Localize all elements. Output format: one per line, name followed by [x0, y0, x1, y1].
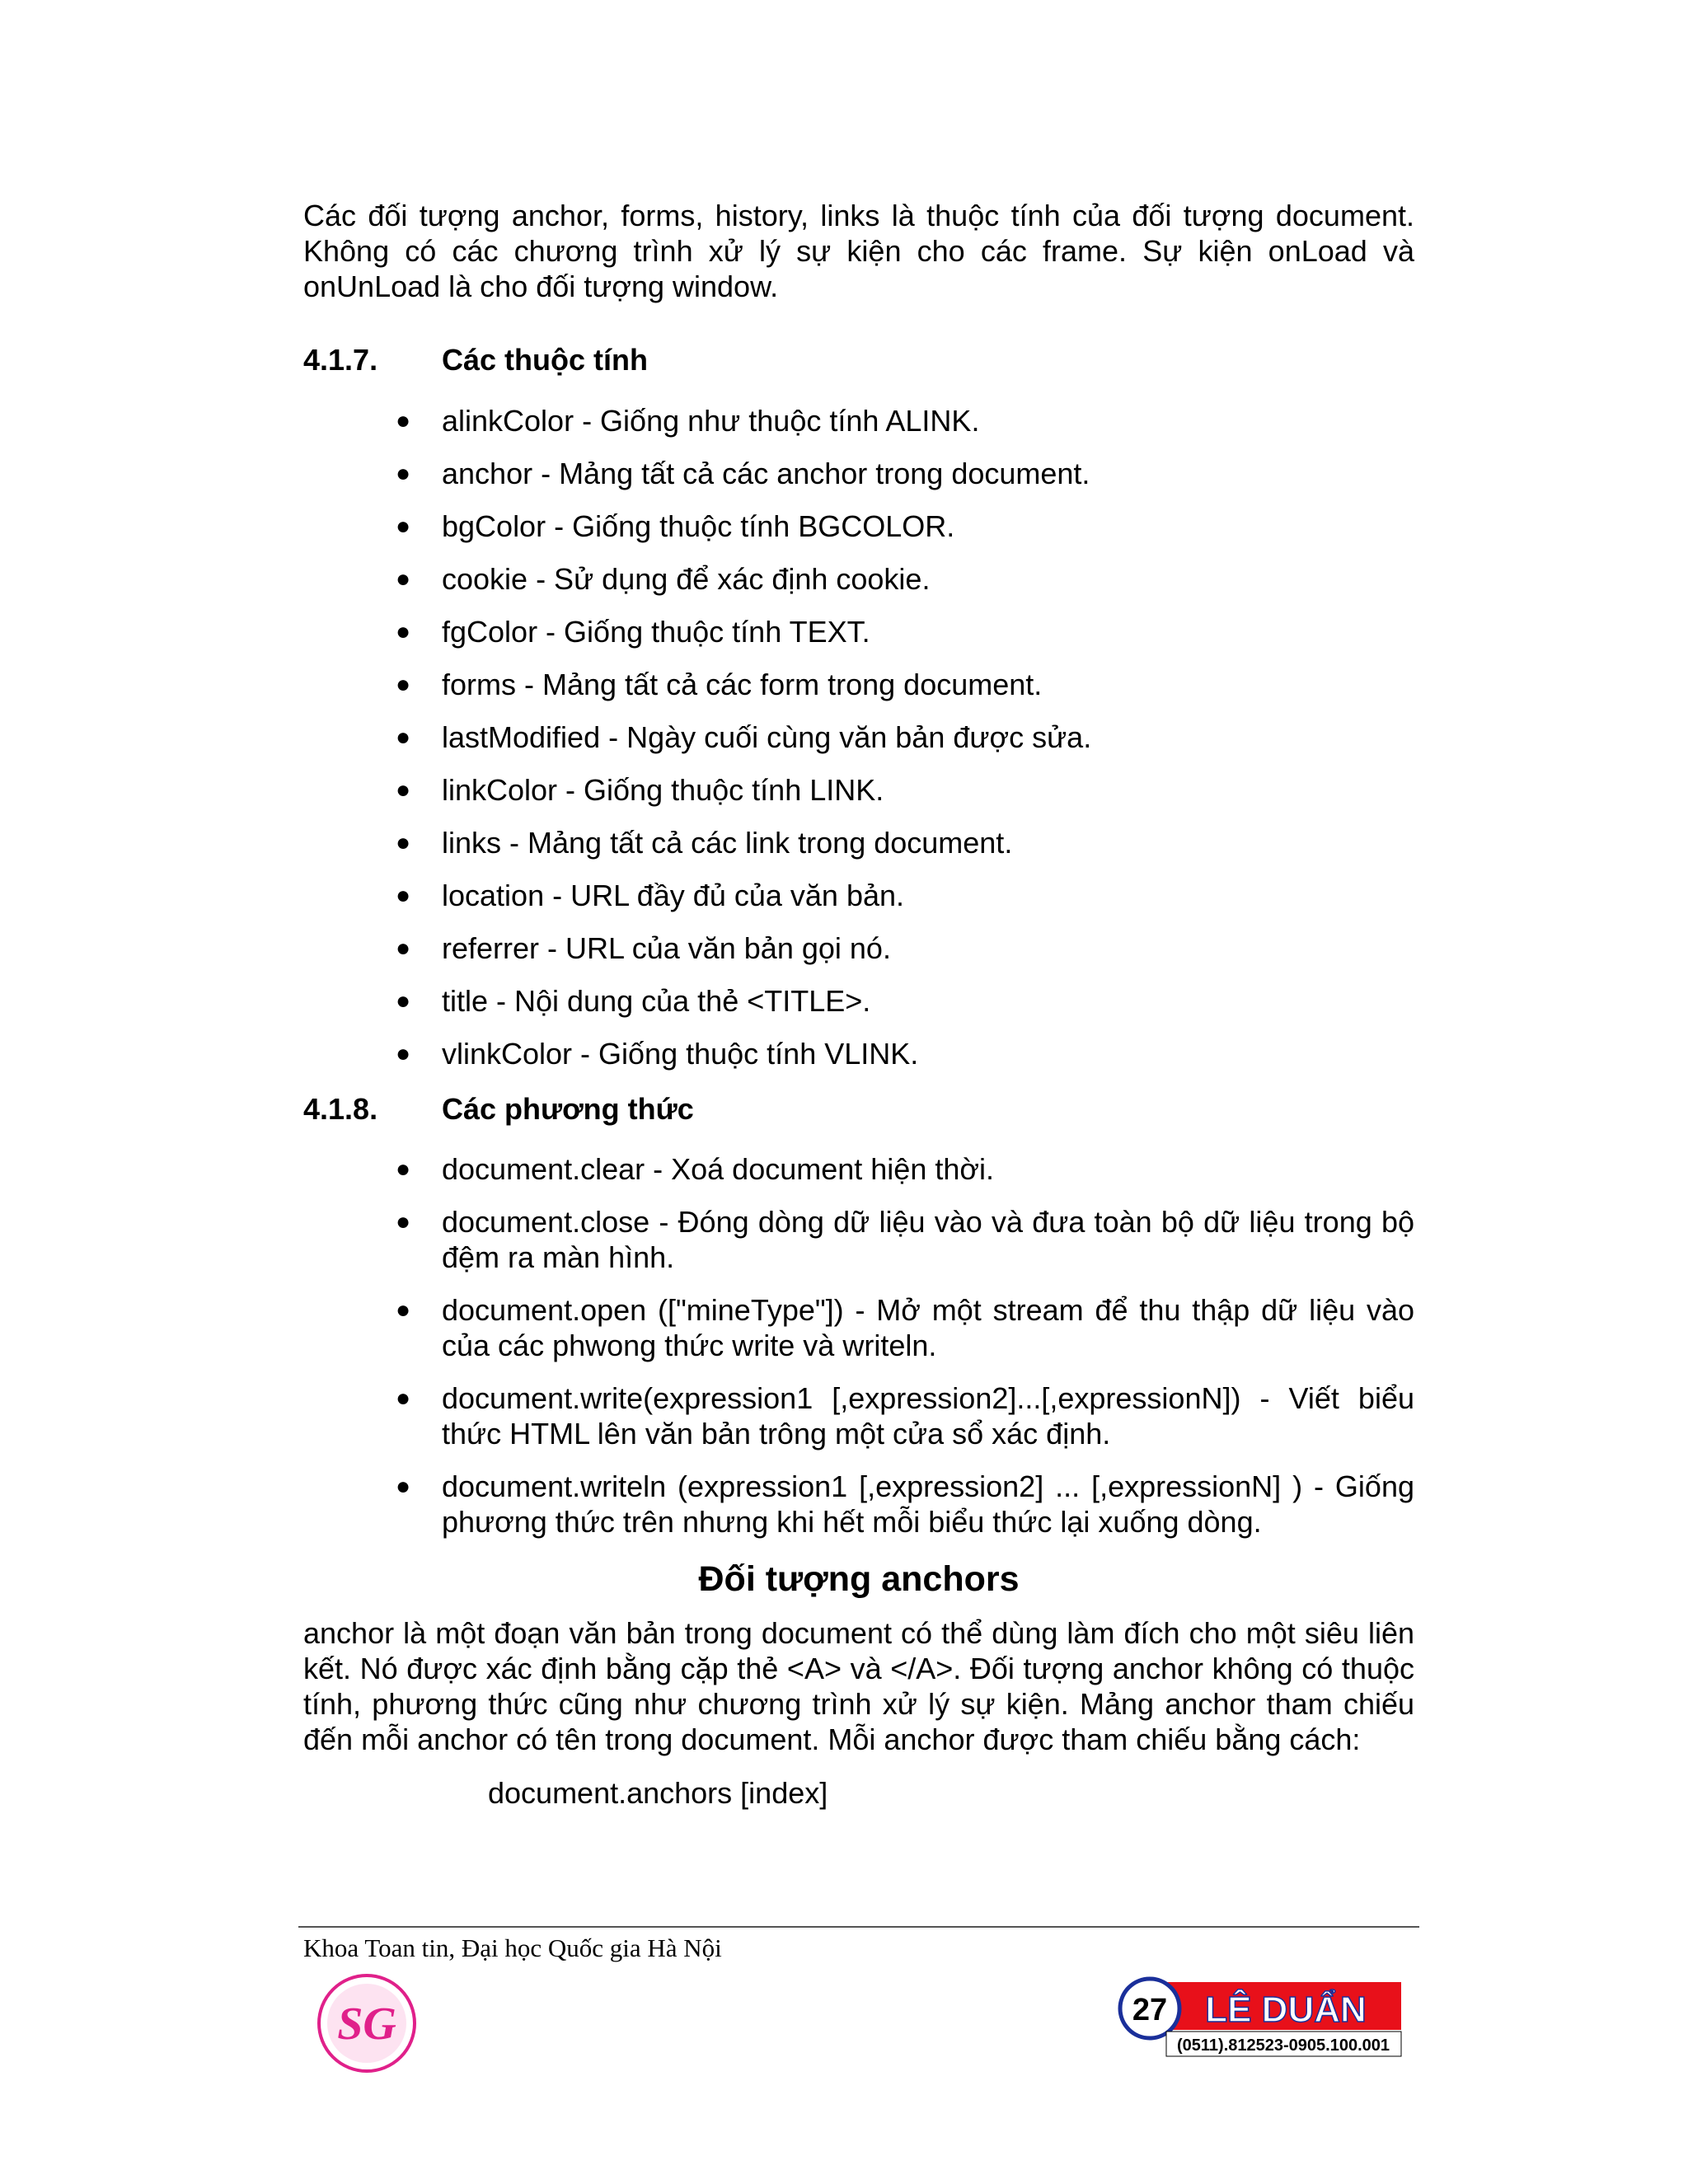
- sg-logo: [313, 1970, 420, 2077]
- bullet-icon: ●: [396, 565, 411, 593]
- bullet-icon: ●: [396, 776, 411, 804]
- list-item: ● document.write(expression1 [,expression2]...[,expressionN]) - Viết biểu thức HTML lên văn bản trông một cửa sổ xác định.: [396, 1381, 1414, 1451]
- list-item: ● document.clear - Xoá document hiện thời.: [396, 1152, 994, 1186]
- section-number: 4.1.7.: [303, 343, 378, 377]
- logo-phone: (0511).812523-0905.100.001: [1176, 2036, 1390, 2055]
- list-item: ● cookie - Sử dụng để xác định cookie.: [396, 562, 931, 596]
- sg-logo-text: SG: [337, 1999, 396, 2050]
- methods-list: [303, 1151, 1414, 1540]
- anchors-title: Đối tượng anchors: [698, 1559, 1020, 1599]
- bullet-icon: ●: [396, 935, 411, 962]
- list-item: ● linkColor - Giống thuộc tính LINK.: [396, 773, 884, 807]
- list-item: ● anchor - Mảng tất cả các anchor trong document.: [396, 457, 1090, 490]
- list-item: ● bgColor - Giống thuộc tính BGCOLOR.: [396, 509, 955, 543]
- bullet-icon: ●: [396, 618, 411, 645]
- list-item: ● referrer - URL của văn bản gọi nó.: [396, 931, 891, 965]
- footer-divider: [298, 1926, 1419, 1928]
- bullet-icon: ●: [396, 1473, 411, 1500]
- intro-paragraph: Các đối tượng anchor, forms, history, links là thuộc tính của đối tượng document. Không có các chương trình xử lý sự kiện cho các frame. Sự kiện onLoad và onUnLoad là cho đối tượng window.: [303, 199, 1414, 303]
- list-item: ● title - Nội dung của thẻ <TITLE>.: [396, 984, 871, 1018]
- section-number: 4.1.8.: [303, 1092, 378, 1126]
- footer-text: Khoa Toan tin, Đại học Quốc gia Hà Nội: [303, 1933, 722, 1962]
- list-item: ● document.open (["mineType"]) - Mở một stream để thu thập dữ liệu vào của các phwong thức write và writeln.: [396, 1293, 1414, 1362]
- bullet-icon: ●: [396, 460, 411, 487]
- bullet-icon: ●: [396, 407, 411, 434]
- bullet-icon: ●: [396, 513, 411, 540]
- bullet-icon: ●: [396, 882, 411, 909]
- bullet-icon: ●: [396, 1208, 411, 1235]
- bullet-icon: ●: [396, 1385, 411, 1412]
- list-item: ● lastModified - Ngày cuối cùng văn bản được sửa.: [396, 720, 1092, 754]
- bullet-icon: ●: [396, 671, 411, 698]
- bullet-icon: ●: [396, 1296, 411, 1324]
- bullet-icon: ●: [396, 987, 411, 1015]
- properties-list: [303, 403, 1414, 1071]
- list-item: ● fgColor - Giống thuộc tính TEXT.: [396, 615, 870, 649]
- section-title: Các phương thức: [442, 1092, 694, 1126]
- list-item: ● alinkColor - Giống như thuộc tính ALINK.: [396, 404, 980, 438]
- bullet-icon: ●: [396, 829, 411, 856]
- list-item: ● vlinkColor - Giống thuộc tính VLINK.: [396, 1037, 919, 1071]
- section-title: Các thuộc tính: [442, 343, 648, 377]
- list-item: ● document.writeln (expression1 [,expression2] ... [,expressionN] ) - Giống phương thức trên nhưng khi hết mỗi biểu thức lại xuống dòng.: [396, 1469, 1414, 1539]
- properties-heading: [303, 342, 1414, 377]
- list-item: ● forms - Mảng tất cả các form trong document.: [396, 668, 1043, 701]
- methods-heading: [303, 1091, 1414, 1127]
- list-item: ● location - URL đầy đủ của văn bản.: [396, 879, 905, 912]
- bullet-icon: ●: [396, 1040, 411, 1067]
- anchors-paragraph: anchor là một đoạn văn bản trong document có thể dùng làm đích cho một siêu liên kết. Nó được xác định bằng cặp thẻ <A> và </A>. Đối tượng anchor không có thuộc tính, phương thức cũng như chương trình xử lý sự kiện. Mảng anchor tham chiếu đến mỗi anchor có tên trong document. Mỗi anchor được tham chiếu bằng cách:: [303, 1616, 1414, 1756]
- list-item: ● links - Mảng tất cả các link trong document.: [396, 826, 1013, 860]
- document-page: [303, 198, 1414, 1811]
- logo-name: LÊ DUẨN: [1205, 1990, 1367, 2030]
- code-example: document.anchors [index]: [488, 1776, 828, 1810]
- bullet-icon: ●: [396, 1155, 411, 1183]
- bullet-icon: ●: [396, 724, 411, 751]
- le-duan-logo: [1117, 1974, 1405, 2064]
- logo-number: 27: [1132, 1993, 1168, 2027]
- list-item: ● document.close - Đóng dòng dữ liệu vào và đưa toàn bộ dữ liệu trong bộ đệm ra màn hình.: [396, 1205, 1414, 1274]
